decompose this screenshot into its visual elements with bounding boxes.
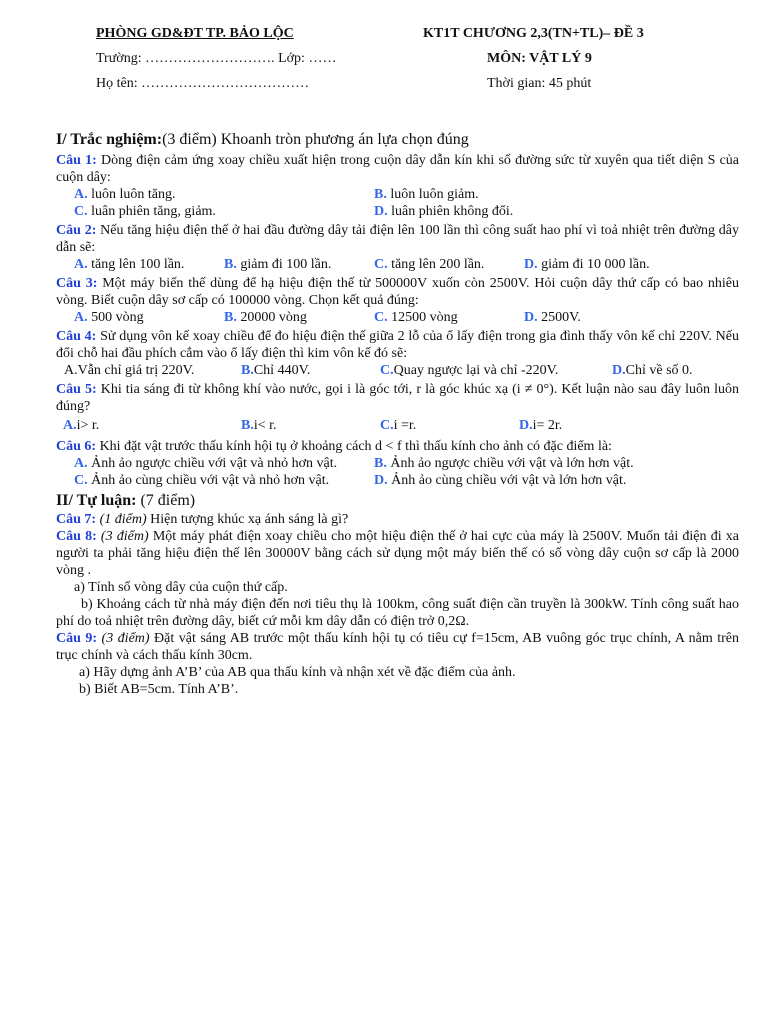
question-9-label: Câu 9: xyxy=(56,631,98,646)
question-9-text: Đặt vật sáng AB trước một thấu kính hội tụ có tiêu cự f=15cm, AB vuông góc trục chính, A nằm trên trục chính và cách thấu kính 30cm. xyxy=(56,631,740,663)
q6-option-c xyxy=(74,472,329,489)
exam-content xyxy=(56,128,739,698)
q6-option-a-letter: A. xyxy=(74,456,88,471)
q1-option-a-text: luôn luôn tăng. xyxy=(87,187,176,202)
q1-option-b-letter: B. xyxy=(374,187,387,202)
question-3-options xyxy=(56,309,739,326)
q2-option-b xyxy=(224,256,331,273)
question-7-points: (1 điểm) xyxy=(96,512,147,527)
q5-option-a-letter: A. xyxy=(63,418,77,433)
question-7 xyxy=(56,511,739,528)
q3-option-b-text: 20000 vòng xyxy=(236,310,307,325)
question-1-options-row1 xyxy=(56,186,739,203)
question-3-text: Một máy biến thế dùng để hạ hiệu điện thế từ 500000V xuốn còn 2500V. Hỏi cuộn dây thứ cấp có bao nhiêu vòng. Biết cuộn dây sơ cấp có 100000 vòng. Chọn kết quả đúng: xyxy=(56,276,739,308)
q1-option-d-text: luân phiên không đổi. xyxy=(387,204,514,219)
question-3-label: Câu 3: xyxy=(56,276,98,291)
question-8-points: (3 điểm) xyxy=(96,529,149,544)
q4-option-c xyxy=(380,362,558,379)
q2-option-a-letter: A. xyxy=(74,257,88,272)
student-name-field: Họ tên: ……………………………… xyxy=(96,76,310,91)
q4-option-d-letter: D. xyxy=(612,363,626,378)
q4-option-c-letter: C. xyxy=(380,363,394,378)
q3-option-a xyxy=(74,309,144,326)
q2-option-c-text: tăng lên 200 lần. xyxy=(387,257,485,272)
question-5-label: Câu 5: xyxy=(56,382,97,397)
q3-option-b-letter: B. xyxy=(224,310,237,325)
q5-option-c xyxy=(380,417,416,434)
q1-option-a xyxy=(74,186,176,203)
q3-option-c xyxy=(374,309,458,326)
part2-title: II/ Tự luận: xyxy=(56,492,137,509)
q5-option-c-text: i =r. xyxy=(393,418,417,433)
q1-option-c xyxy=(74,203,216,220)
q3-option-c-letter: C. xyxy=(374,310,388,325)
q4-option-c-text: Quay ngược lại và chỉ -220V. xyxy=(393,363,559,378)
subject-title: MÔN: VẬT LÝ 9 xyxy=(487,51,592,66)
q5-option-b xyxy=(241,417,277,434)
q6-option-b-letter: B. xyxy=(374,456,387,471)
question-6-options-row2 xyxy=(56,472,739,489)
question-4-options xyxy=(56,362,739,379)
question-2-options xyxy=(56,256,739,273)
question-9-part-b: b) Biết AB=5cm. Tính A’B’. xyxy=(79,682,239,697)
q3-option-d-text: 2500V. xyxy=(537,310,581,325)
question-2-text: Nếu tăng hiệu điện thế ở hai đầu đường dây tải điện lên 100 lần thì công suất hao phí vì toả nhiệt trên đường dây dẫn sẽ: xyxy=(56,223,739,255)
question-6-text: Khi đặt vật trước thấu kính hội tụ ở khoảng cách d < f thì thấu kính cho ảnh có đặc điểm là: xyxy=(96,439,612,454)
q5-option-b-text: i< r. xyxy=(253,418,277,433)
question-5-options xyxy=(56,417,739,434)
question-7-label: Câu 7: xyxy=(56,512,97,527)
question-9-points: (3 điểm) xyxy=(97,631,150,646)
question-9-part-a: a) Hãy dựng ảnh A’B’ của AB qua thấu kính và nhận xét về đặc điểm của ảnh. xyxy=(79,665,516,680)
q1-option-c-text: luân phiên tăng, giảm. xyxy=(87,204,216,219)
q6-option-b xyxy=(374,455,634,472)
q6-option-c-letter: C. xyxy=(74,473,88,488)
q3-option-d xyxy=(524,309,581,326)
q3-option-a-text: 500 vòng xyxy=(87,310,144,325)
q3-option-c-text: 12500 vòng xyxy=(387,310,458,325)
q2-option-a-text: tăng lên 100 lần. xyxy=(87,257,185,272)
q3-option-d-letter: D. xyxy=(524,310,538,325)
q6-option-b-text: Ảnh ảo ngược chiều với vật và lớn hơn vật. xyxy=(386,456,634,471)
question-4-text: Sử dụng vôn kế xoay chiều để đo hiệu điện thế giữa 2 lỗ của ổ lấy điện trong gia đình thấy vôn kế chỉ 220V. Nếu đổi chỗ hai đầu phích cắm vào ổ lấy điện thì kim vôn kế đó sẽ: xyxy=(56,329,739,361)
question-8-part-b: b) Khoảng cách từ nhà máy điện đến nơi tiêu thụ là 100km, công suất điện cần truyền là 300kW. Tính công suất hao phí do toả nhiệt trên đường dây, biết cứ mỗi km dây dẫn có điện trở 0,2Ω. xyxy=(56,597,739,629)
part1-heading xyxy=(56,130,739,150)
question-4-label: Câu 4: xyxy=(56,329,97,344)
question-1-label: Câu 1: xyxy=(56,153,97,168)
question-1-text: Dòng điện cảm ứng xoay chiều xuất hiện trong cuộn dây dẫn kín khi số đường sức từ xuyên qua tiết diện S của cuộn dây: xyxy=(56,153,740,185)
q1-option-a-letter: A. xyxy=(74,187,88,202)
question-7-text: Hiện tượng khúc xạ ánh sáng là gì? xyxy=(146,512,349,527)
department-name: PHÒNG GD&ĐT TP. BẢO LỘC xyxy=(96,26,294,41)
q5-option-b-letter: B. xyxy=(241,418,254,433)
question-3 xyxy=(56,275,739,309)
question-8-part-a: a) Tính số vòng dây của cuộn thứ cấp. xyxy=(74,580,288,595)
exam-duration: Thời gian: 45 phút xyxy=(487,76,592,91)
q1-option-b-text: luôn luôn giảm. xyxy=(386,187,479,202)
part2-heading xyxy=(56,491,739,511)
question-8-label: Câu 8: xyxy=(56,529,97,544)
question-5-text: Khi tia sáng đi từ không khí vào nước, gọi i là góc tới, r là góc khúc xạ (i ≠ 0°). Kết luận nào sau đây luôn luôn đúng? xyxy=(56,382,740,414)
q3-option-b xyxy=(224,309,307,326)
q6-option-d-text: Ảnh ảo cùng chiều với vật và lớn hơn vật. xyxy=(387,473,627,488)
q5-option-a-text: i> r. xyxy=(76,418,100,433)
q5-option-a xyxy=(63,417,99,434)
q4-option-b-letter: B. xyxy=(241,363,254,378)
question-9 xyxy=(56,630,739,664)
q6-option-a-text: Ảnh ảo ngược chiều với vật và nhỏ hơn vật. xyxy=(87,456,338,471)
q4-option-d-text: Chỉ về số 0. xyxy=(625,363,693,378)
question-1 xyxy=(56,152,739,186)
q6-option-d xyxy=(374,472,626,489)
school-class-field: Trường: ………………………. Lớp: …… xyxy=(96,51,337,66)
q4-option-b xyxy=(241,362,310,379)
question-2 xyxy=(56,222,739,256)
part2-description: (7 điểm) xyxy=(136,492,196,509)
q5-option-d-text: i= 2r. xyxy=(532,418,563,433)
q2-option-b-letter: B. xyxy=(224,257,237,272)
q5-option-d-letter: D. xyxy=(519,418,533,433)
question-8-text: Một máy phát điện xoay chiều cho một hiệu điện thế ở hai cực của máy là 2500V. Muốn tải điện đi xa người ta phải tăng hiệu điện thế lên 30000V bằng cách sử dụng một máy biến thế có số vòng dây cuộn sơ cấp là 2000 vòng . xyxy=(56,529,739,578)
q1-option-c-letter: C. xyxy=(74,204,88,219)
q2-option-c-letter: C. xyxy=(374,257,388,272)
q6-option-d-letter: D. xyxy=(374,473,388,488)
q1-option-d xyxy=(374,203,513,220)
question-8 xyxy=(56,528,739,579)
question-6-label: Câu 6: xyxy=(56,439,97,454)
q6-option-c-text: Ảnh ảo cùng chiều với vật và nhỏ hơn vật. xyxy=(87,473,330,488)
exam-title: KT1T CHƯƠNG 2,3(TN+TL)– ĐỀ 3 xyxy=(423,26,644,41)
q5-option-d xyxy=(519,417,562,434)
q3-option-a-letter: A. xyxy=(74,310,88,325)
q2-option-b-text: giảm đi 100 lần. xyxy=(236,257,332,272)
q2-option-c xyxy=(374,256,484,273)
q2-option-d-text: giảm đi 10 000 lần. xyxy=(537,257,650,272)
question-1-options-row2 xyxy=(56,203,739,220)
q2-option-a xyxy=(74,256,184,273)
question-2-label: Câu 2: xyxy=(56,223,97,238)
question-6 xyxy=(56,438,739,455)
q2-option-d-letter: D. xyxy=(524,257,538,272)
q1-option-b xyxy=(374,186,479,203)
q5-option-c-letter: C. xyxy=(380,418,394,433)
question-4 xyxy=(56,328,739,362)
q4-option-b-text: Chỉ 440V. xyxy=(253,363,311,378)
q2-option-d xyxy=(524,256,650,273)
part1-description: (3 điểm) Khoanh tròn phương án lựa chọn đúng xyxy=(162,131,469,148)
q4-option-d xyxy=(612,362,693,379)
question-5 xyxy=(56,381,739,415)
q6-option-a xyxy=(74,455,337,472)
question-6-options-row1 xyxy=(56,455,739,472)
part1-title: I/ Trắc nghiệm: xyxy=(56,131,163,148)
q1-option-d-letter: D. xyxy=(374,204,388,219)
q4-option-a: A.Vẫn chỉ giá trị 220V. xyxy=(64,363,195,378)
